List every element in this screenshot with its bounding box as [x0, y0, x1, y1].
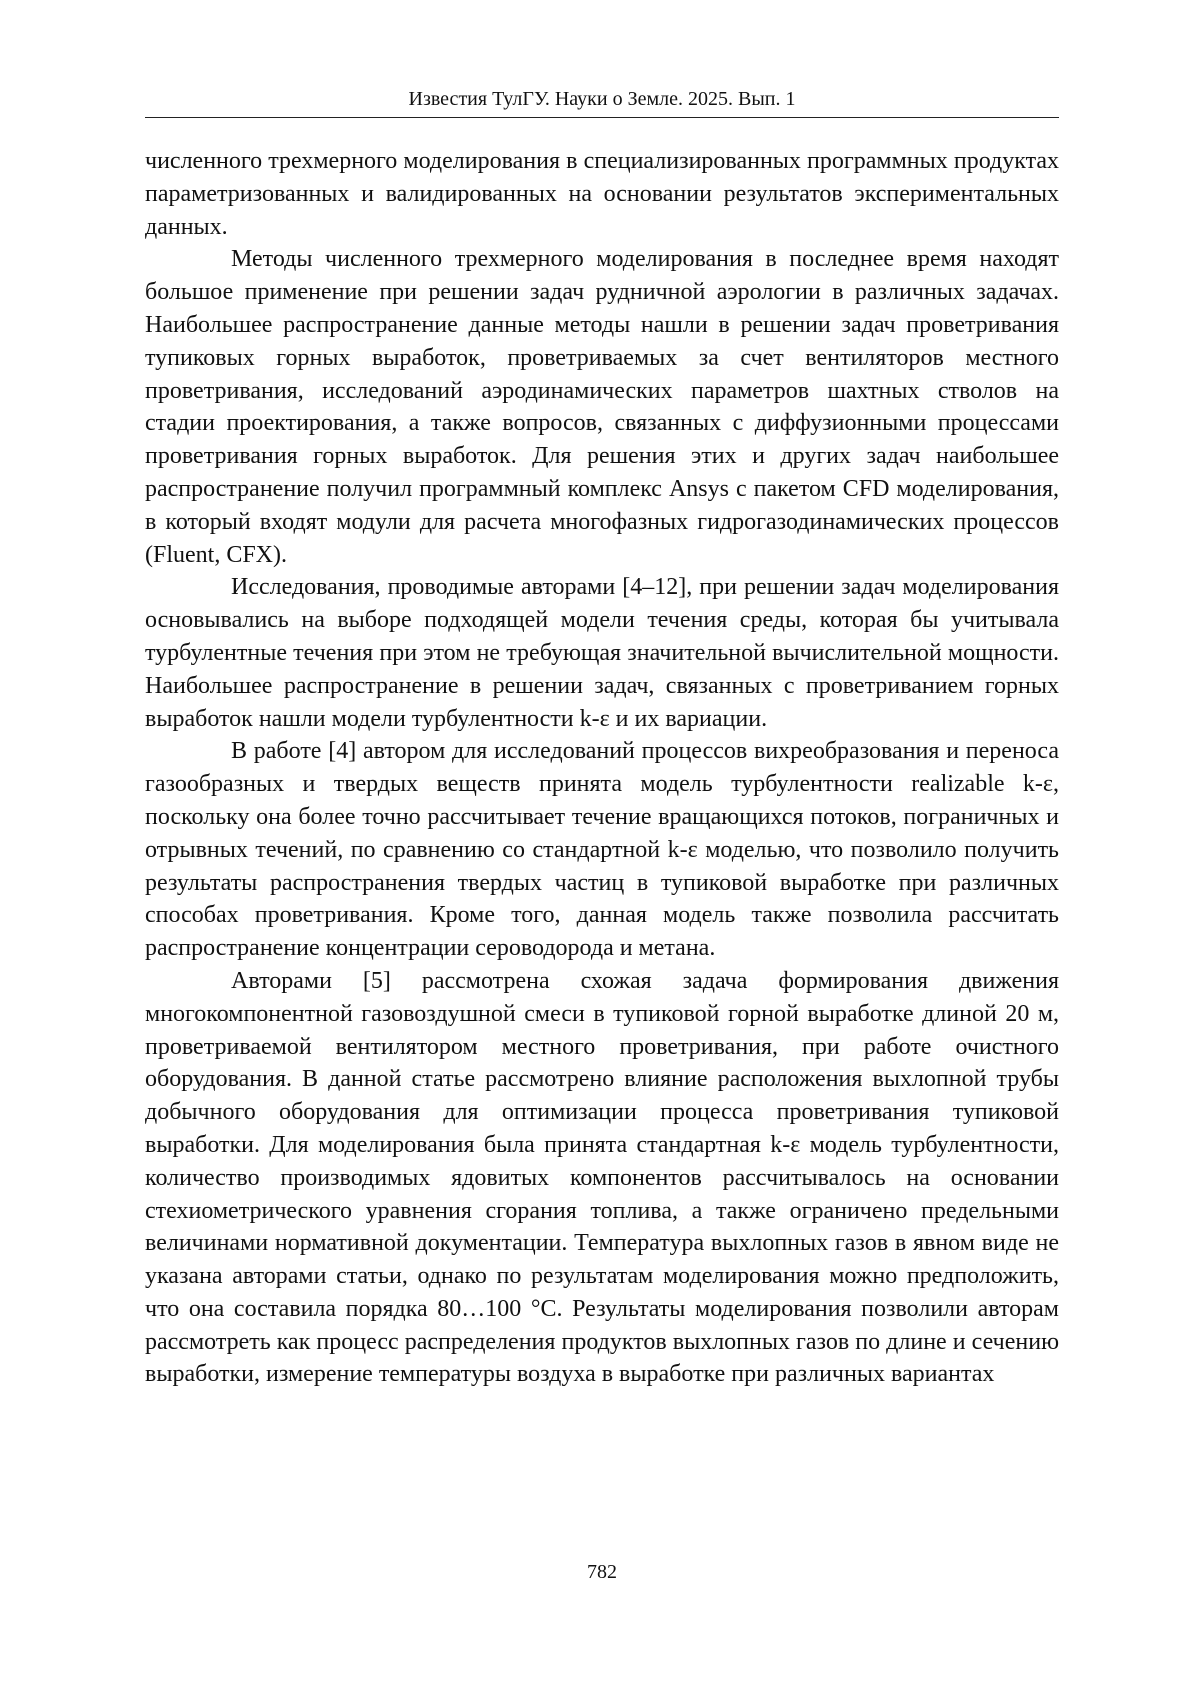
paragraph-methods-overview: Методы численного трехмерного моделирования в последнее время находят большое применение при решении задач рудничной аэрологии в различных задачах. Наибольшее распространение данные методы нашли в решении задач проветривания тупиковых горных выработок, проветриваемых за счет вентиляторов местного проветривания, исследований аэродинамических параметров шахтных стволов на стадии проектирования, а также вопросов, связанных с диффузионными процессами проветривания горных выработок. Для решения этих и других задач наибольшее распространение получил программный комплекс Ansys с пакетом CFD моделирования, в который входят модули для расчета многофазных гидрогазодинамических процессов (Fluent, CFX). [145, 246, 1059, 568]
page-number: 782 [587, 1561, 617, 1583]
paragraph-continuation: численного трехмерного моделирования в специализированных программных продуктах параметризованных и валидированных на основании результатов экспериментальных данных. [145, 148, 1059, 240]
paragraph-work-5: Авторами [5] рассмотрена схожая задача формирования движения многокомпонентной газовоздушной смеси в тупиковой горной выработке длиной 20 м, проветриваемой вентилятором местного проветривания, при работе очистного оборудования. В данной статье рассмотрено влияние расположения выхлопной трубы добычного оборудования для оптимизации процесса проветривания тупиковой выработки. Для моделирования была принята стандартная k-ε модель турбулентности, количество производимых ядовитых компонентов рассчитывалось на основании стехиометрического уравнения сгорания топлива, а также ограничено предельными величинами нормативной документации. Температура выхлопных газов в явном виде не указана авторами статьи, однако по результатам моделирования можно предположить, что она составила порядка 80…100 °C. Результаты моделирования позволили авторам рассмотреть как процесс распределения продуктов выхлопных газов по длине и сечению выработки, измерение температуры воздуха в выработке при различных вариантах [145, 967, 1059, 1388]
article-body [145, 145, 1059, 1391]
paragraph-turbulence-models: Исследования, проводимые авторами [4–12], при решении задач моделирования основывались на выборе подходящей модели течения среды, которая бы учитывала турбулентные течения при этом не требующая значительной вычислительной мощности. Наибольшее распространение в решении задач, связанных с проветриванием горных выработок нашли модели турбулентности k-ε и их вариации. [145, 574, 1059, 732]
header-rule [145, 117, 1059, 118]
running-header: Известия ТулГУ. Науки о Земле. 2025. Вып. 1 [408, 88, 796, 110]
paragraph-work-4: В работе [4] автором для исследований процессов вихреобразования и переноса газообразных и твердых веществ принята модель турбулентности realizable k-ε, поскольку она более точно рассчитывает течение вращающихся потоков, пограничных и отрывных течений, по сравнению со стандартной k-ε моделью, что позволило получить результаты распространения твердых частиц в тупиковой выработке при различных способах проветривания. Кроме того, данная модель также позволила рассчитать распространение концентрации сероводорода и метана. [145, 738, 1059, 962]
